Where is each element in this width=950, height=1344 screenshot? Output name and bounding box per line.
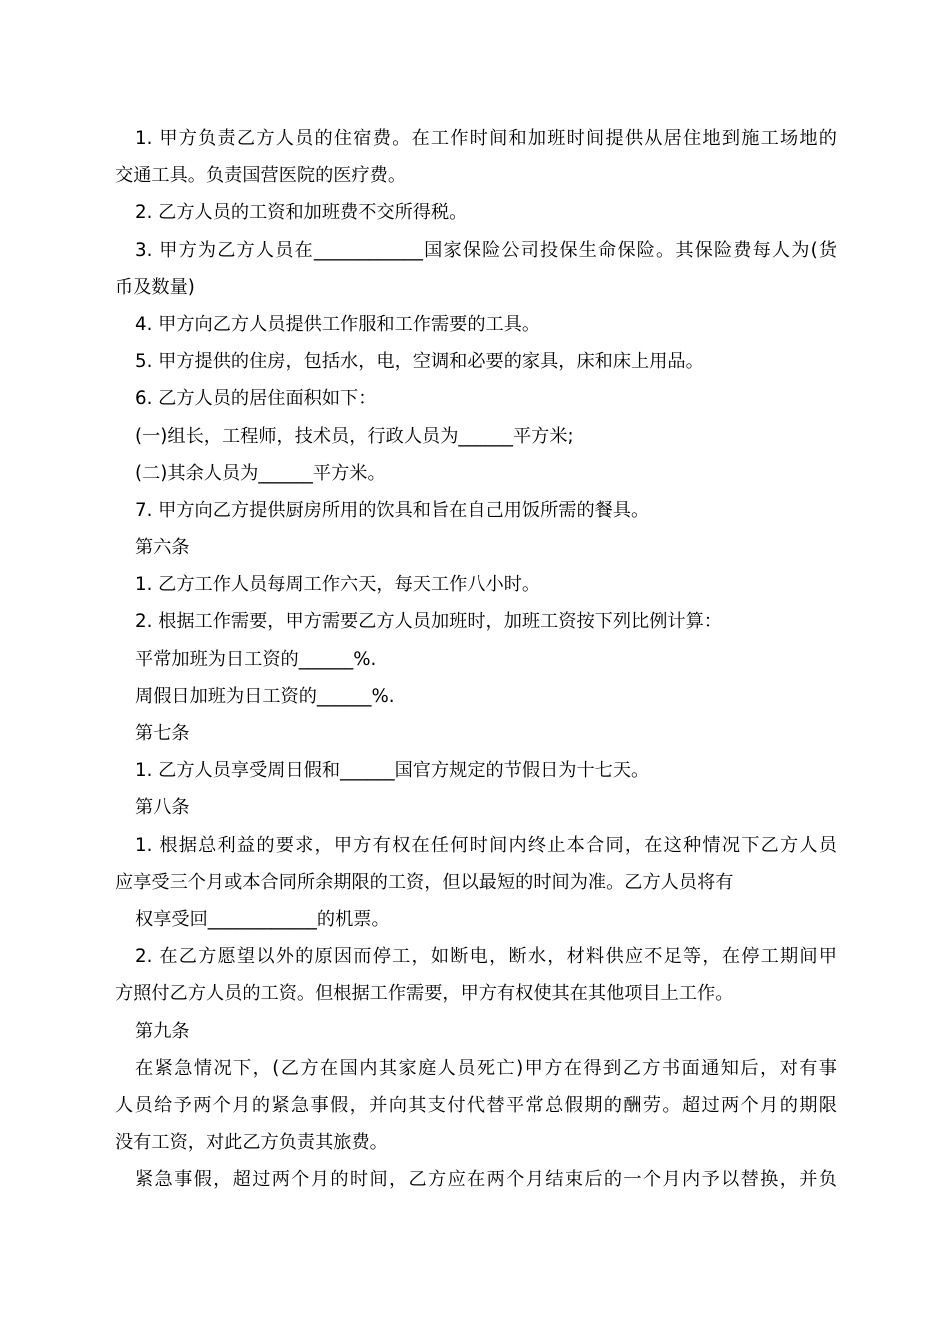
paragraph-line: 在紧急情况下，(乙方在国内其家庭人员死亡)甲方在得到乙方书面通知后，对有事 — [135, 1057, 837, 1079]
section-heading: 第七条 — [135, 723, 190, 744]
paragraph-line: 2. 根据工作需要，甲方需要乙方人员加班时，加班工资按下列比例计算： — [135, 611, 722, 633]
paragraph-line: 1. 乙方人员享受周日假和______国官方规定的节假日为十七天。 — [135, 760, 650, 782]
paragraph-line: 2. 乙方人员的工资和加班费不交所得税。 — [135, 202, 468, 224]
paragraph-line: 7. 甲方向乙方提供厨房所用的饮具和旨在自己用饭所需的餐具。 — [135, 499, 650, 521]
paragraph-line: 人员给予两个月的紧急事假，并向其支付代替平常总假期的酬劳。超过两个月的期限 — [115, 1094, 837, 1116]
paragraph-line: 1. 乙方工作人员每周工作六天，每天工作八小时。 — [135, 574, 541, 596]
section-heading: 第六条 — [135, 537, 190, 559]
paragraph-line: 没有工资，对此乙方负责其旅费。 — [115, 1132, 388, 1154]
paragraph-line: 权享受回____________的机票。 — [135, 908, 390, 930]
document-body — [115, 120, 837, 1198]
paragraph-line: 5. 甲方提供的住房，包括水，电，空调和必要的家具，床和床上用品。 — [135, 351, 704, 373]
paragraph-line: 2. 在乙方愿望以外的原因而停工，如断电，断水，材料供应不足等，在停工期间甲 — [135, 946, 837, 968]
paragraph-line: 周假日加班为日工资的______%. — [135, 685, 395, 707]
paragraph-line: 方照付乙方人员的工资。但根据工作需要，甲方有权使其在其他项目上工作。 — [115, 983, 734, 1005]
paragraph-line: 6. 乙方人员的居住面积如下： — [135, 388, 377, 410]
paragraph-line: 交通工具。负责国营医院的医疗费。 — [115, 165, 407, 187]
paragraph-line: 1. 根据总利益的要求，甲方有权在任何时间内终止本合同，在这种情况下乙方人员 — [135, 834, 837, 856]
paragraph-line: 平常加班为日工资的______%. — [135, 648, 377, 670]
section-heading: 第九条 — [135, 1020, 190, 1042]
paragraph-line: 紧急事假，超过两个月的时间，乙方应在两个月结束后的一个月内予以替换，并负 — [135, 1169, 837, 1191]
paragraph-line: 4. 甲方向乙方人员提供工作服和工作需要的工具。 — [135, 313, 541, 335]
paragraph-line: (一)组长，工程师，技术员，行政人员为______平方米; — [135, 425, 574, 447]
paragraph-line: (二)其余人员为______平方米。 — [135, 462, 386, 484]
paragraph-line: 应享受三个月或本合同所余期限的工资，但以最短的时间为准。乙方人员将有 — [115, 871, 734, 893]
paragraph-line: 1. 甲方负责乙方人员的住宿费。在工作时间和加班时间提供从居住地到施工场地的 — [135, 128, 837, 149]
paragraph-line: 币及数量) — [115, 276, 195, 298]
paragraph-line: 3. 甲方为乙方人员在____________国家保险公司投保生命保险。其保险费每人为(货 — [135, 239, 837, 261]
section-heading: 第八条 — [135, 797, 190, 819]
